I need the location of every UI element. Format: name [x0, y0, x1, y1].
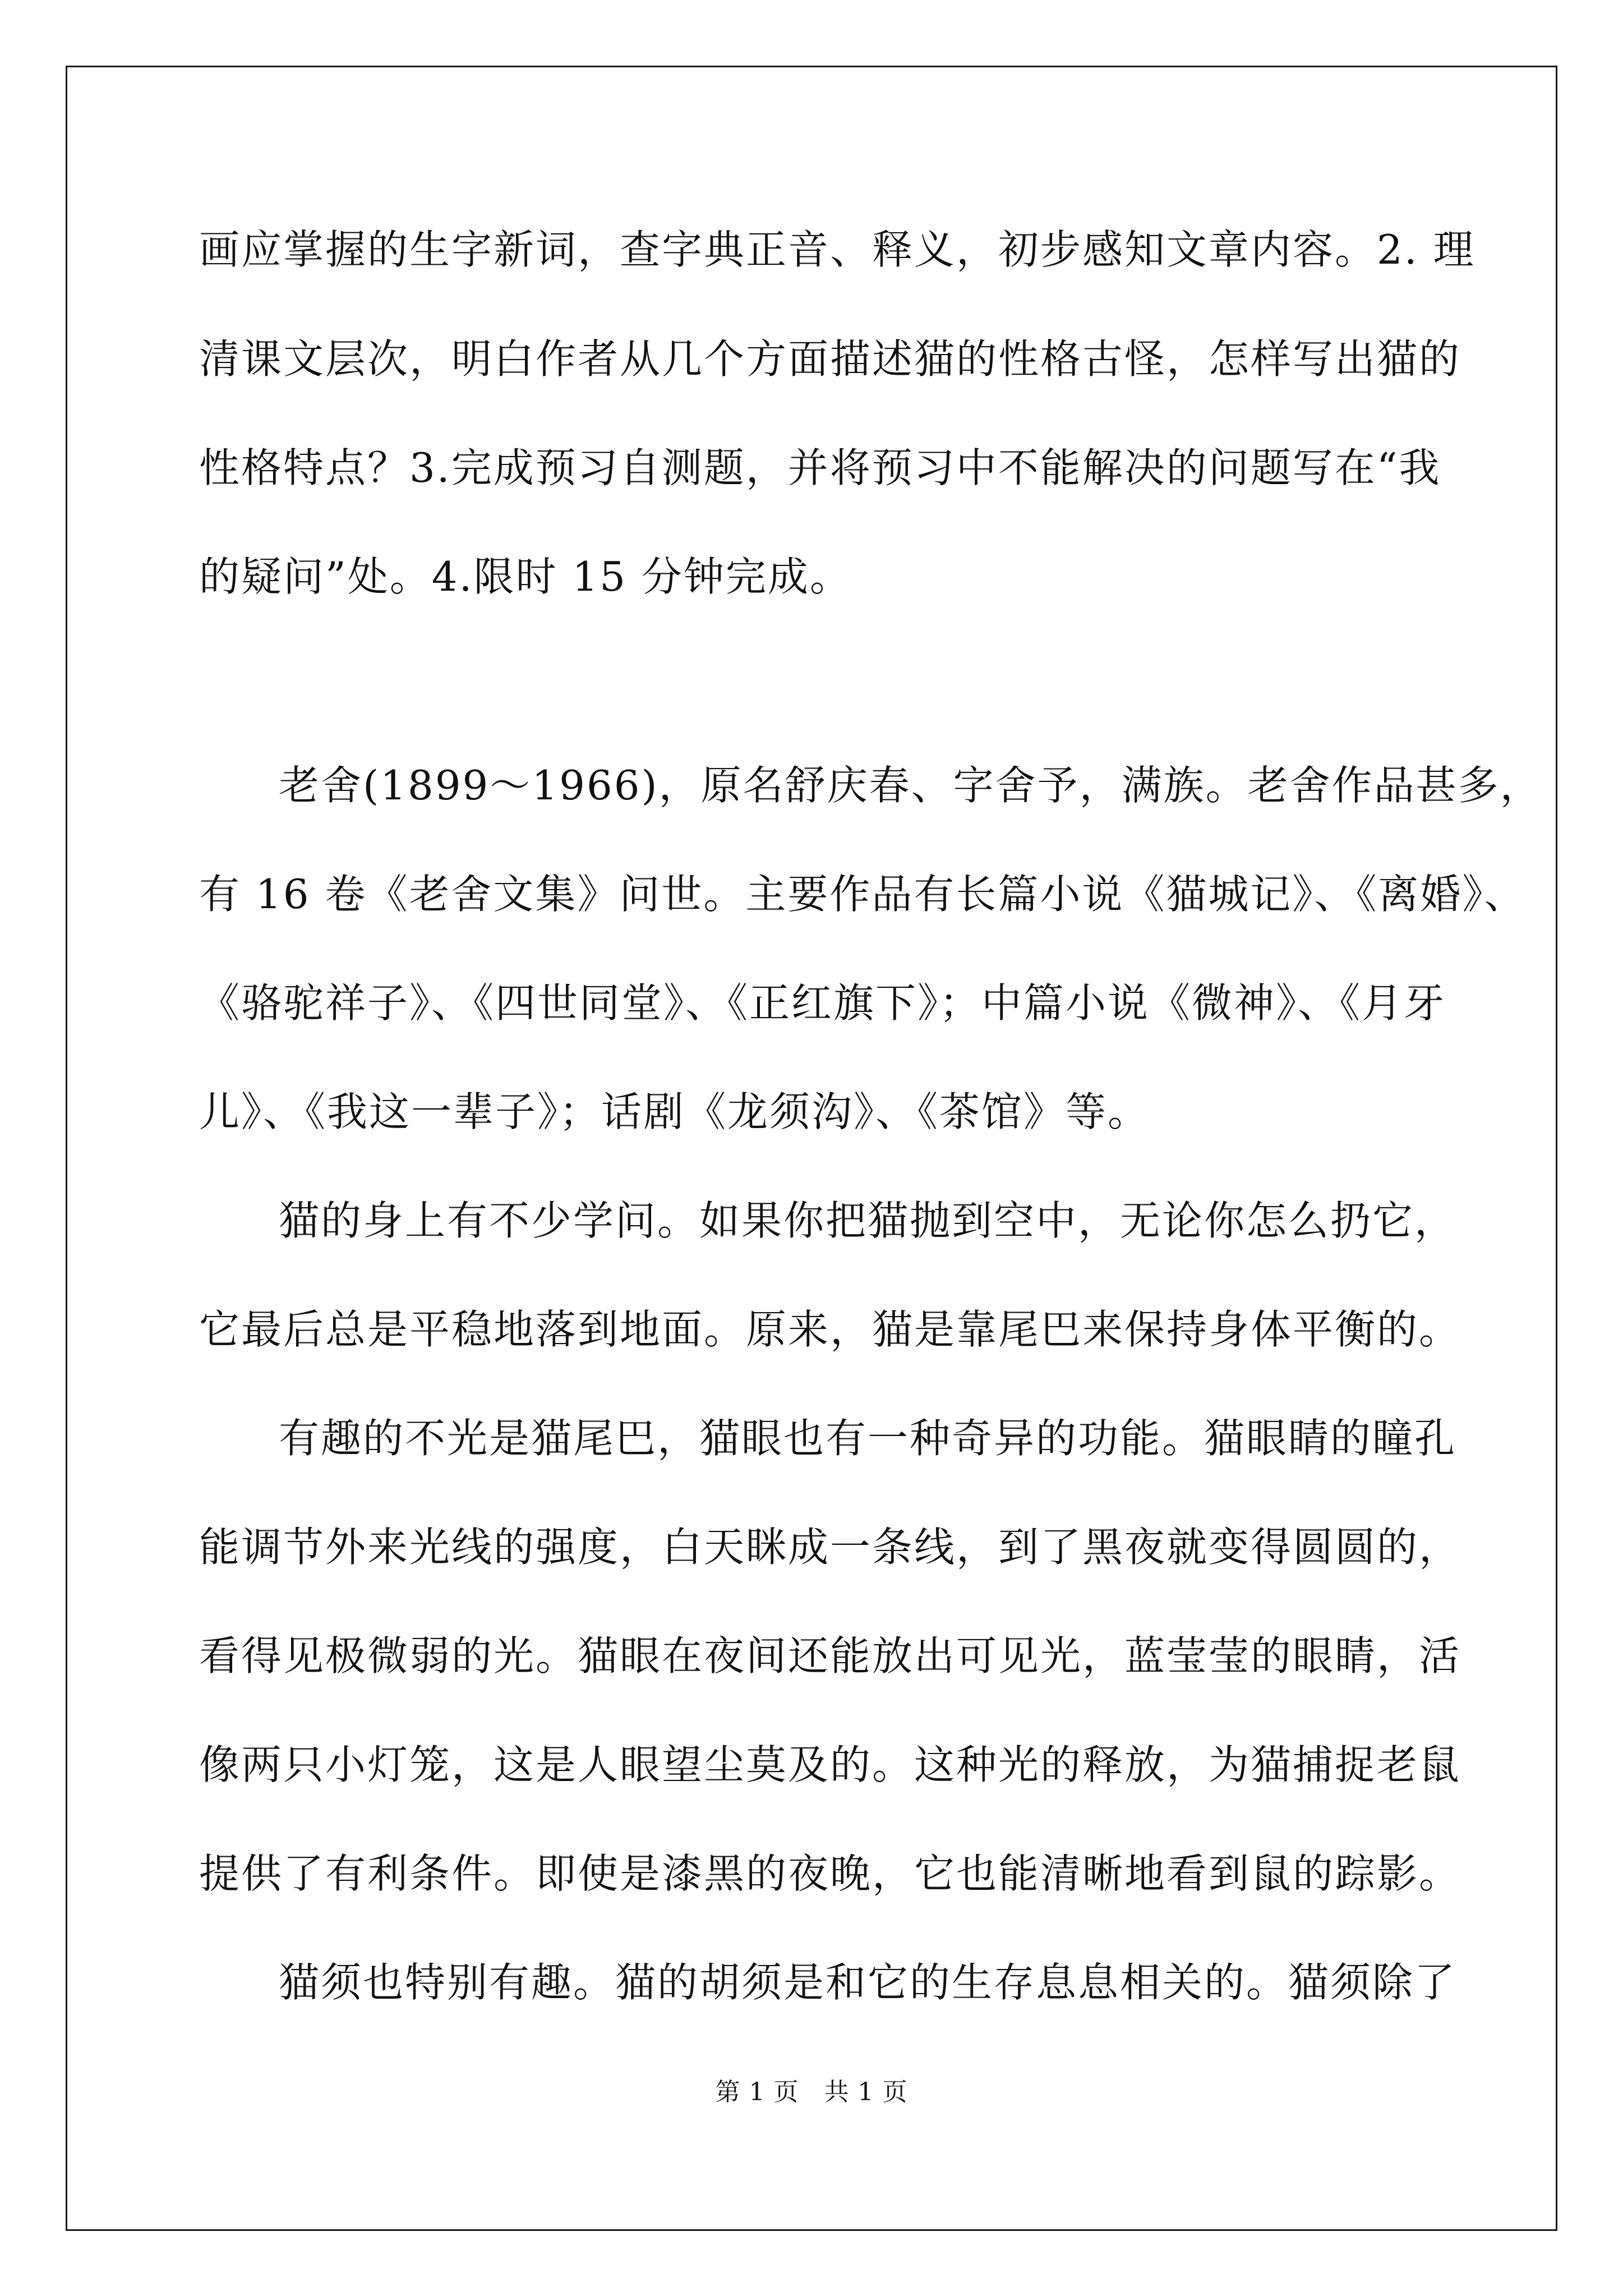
page-border: [66, 66, 1557, 2231]
text-line: 像两只小灯笼，这是人眼望尘莫及的。这种光的释放，为猫捕捉老鼠: [199, 1741, 1461, 1788]
text-line: 清课文层次，明白作者从几个方面描述猫的性格古怪，怎样写出猫的: [199, 335, 1461, 383]
text-line: 老舍(1899～1966)，原名舒庆春、字舍予，满族。老舍作品甚多，: [279, 762, 1542, 809]
text-line: 画应掌握的生字新词，查字典正音、释义，初步感知文章内容。2. 理: [199, 226, 1476, 273]
text-line: 有 16 卷《老舍文集》问世。主要作品有长篇小说《猫城记》、《离婚》、: [199, 871, 1527, 918]
text-line: 有趣的不光是猫尾巴，猫眼也有一种奇异的功能。猫眼睛的瞳孔: [279, 1415, 1457, 1462]
text-line: 它最后总是平稳地落到地面。原来，猫是靠尾巴来保持身体平衡的。: [199, 1306, 1461, 1353]
text-line: 看得见极微弱的光。猫眼在夜间还能放出可见光，蓝莹莹的眼睛，活: [199, 1632, 1461, 1680]
text-line: 的疑问”处。4.限时 15 分钟完成。: [199, 553, 852, 600]
page-number: 第 1 页 共 1 页: [715, 2078, 908, 2106]
text-line: 提供了有利条件。即使是漆黑的夜晚，它也能清晰地看到鼠的踪影。: [199, 1850, 1461, 1897]
text-line: 《骆驼祥子》、《四世同堂》、《正红旗下》；中篇小说《微神》、《月牙: [199, 979, 1446, 1027]
text-line: 猫的身上有不少学问。如果你把猫抛到空中，无论你怎么扔它，: [279, 1197, 1457, 1244]
text-line: 性格特点？3.完成预习自测题，并将预习中不能解决的问题写在“我: [199, 444, 1441, 491]
text-line: 能调节外来光线的强度，白天眯成一条线，到了黑夜就变得圆圆的，: [199, 1524, 1461, 1571]
text-line: 儿》、《我这一辈子》；话剧《龙须沟》、《茶馆》等。: [199, 1088, 1150, 1135]
text-line: 猫须也特别有趣。猫的胡须是和它的生存息息相关的。猫须除了: [279, 1959, 1457, 2006]
